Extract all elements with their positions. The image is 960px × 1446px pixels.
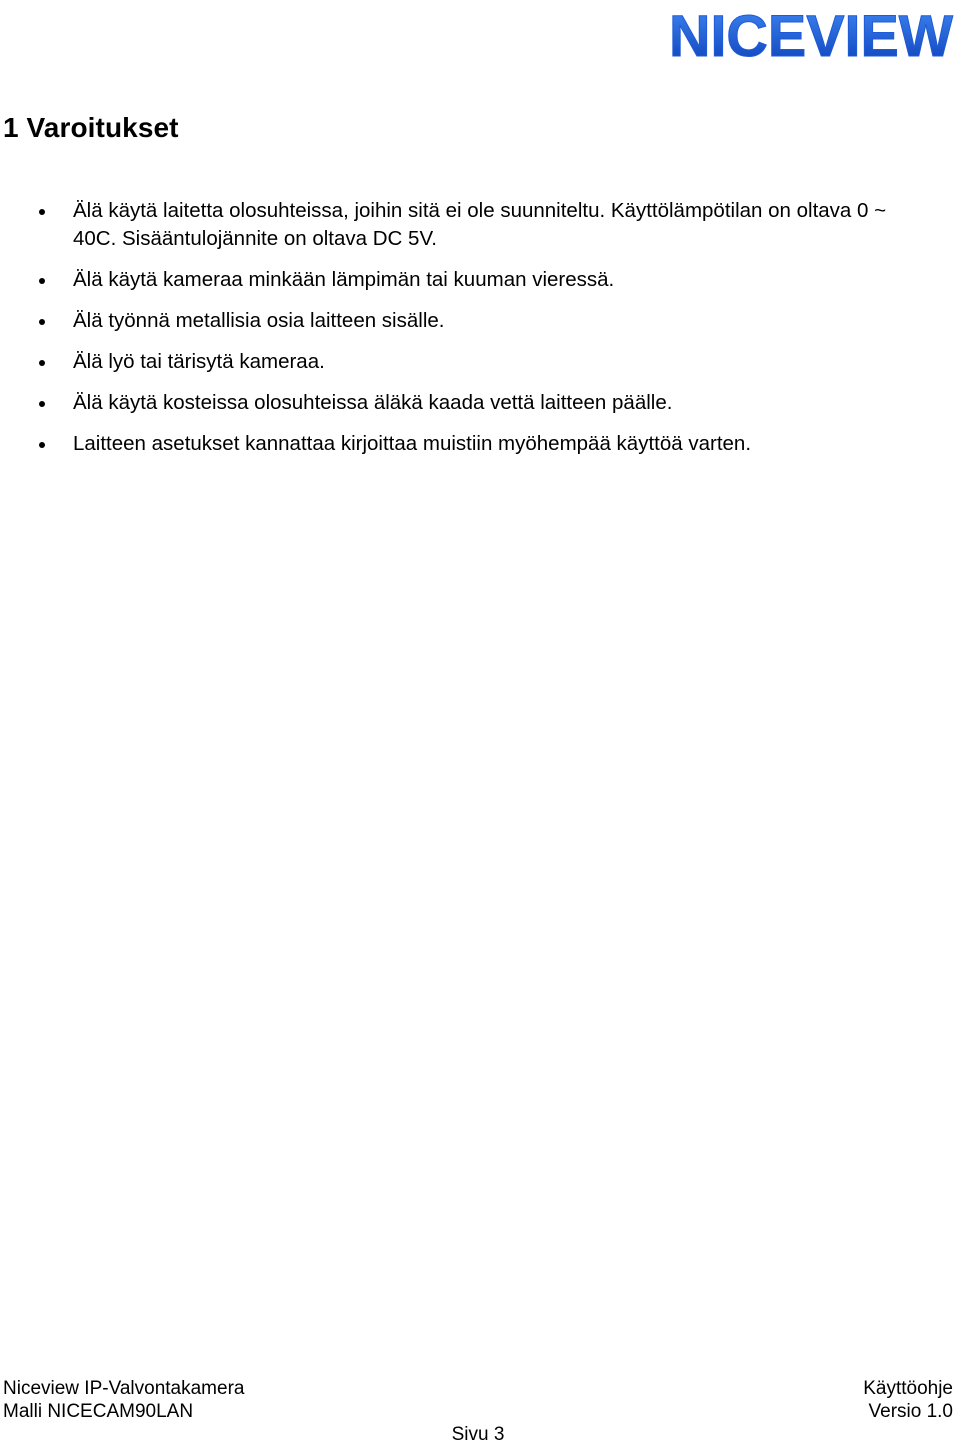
bullet-icon (39, 209, 45, 215)
bullet-icon (39, 278, 45, 284)
footer-version: Versio 1.0 (868, 1401, 953, 1422)
warning-item (0, 197, 920, 253)
warning-text: Älä työnnä metallisia osia laitteen sisälle. (73, 309, 445, 332)
warning-list (0, 197, 920, 471)
warning-item (0, 389, 920, 417)
bullet-icon (39, 319, 45, 325)
bullet-icon (39, 360, 45, 366)
warning-text: Älä käytä kameraa minkään lämpimän tai kuuman vieressä. (73, 268, 615, 291)
footer-left (3, 1377, 244, 1423)
bullet-icon (39, 401, 45, 407)
footer-product: Niceview IP-Valvontakamera (3, 1378, 245, 1399)
footer-model: Malli NICECAM90LAN (3, 1401, 194, 1422)
footer-doc-type: Käyttöohje (863, 1378, 953, 1399)
warning-item (0, 266, 920, 294)
bullet-icon (39, 442, 45, 448)
warning-text: Älä käytä laitetta olosuhteissa, joihin sitä ei ole suunniteltu. Käyttölämpötilan on oltava 0 ~ 40C. Sisääntulojännite on oltava DC 5V. (73, 199, 887, 250)
warning-text: Laitteen asetukset kannattaa kirjoittaa muistiin myöhempää käyttöä varten. (73, 432, 752, 455)
warning-item (0, 307, 920, 335)
page-number: Sivu 3 (451, 1424, 505, 1445)
warning-item (0, 430, 920, 458)
footer-right (863, 1377, 953, 1423)
niceview-logo-graphic (666, 4, 956, 64)
logo-wordmark: NICEVIEW (669, 4, 954, 64)
niceview-logo (666, 4, 956, 64)
warning-item (0, 348, 920, 376)
warning-text: Älä lyö tai tärisytä kameraa. (73, 350, 325, 373)
section-title: 1 Varoitukset (3, 112, 179, 143)
warning-text: Älä käytä kosteissa olosuhteissa äläkä kaada vettä laitteen päälle. (73, 391, 673, 414)
